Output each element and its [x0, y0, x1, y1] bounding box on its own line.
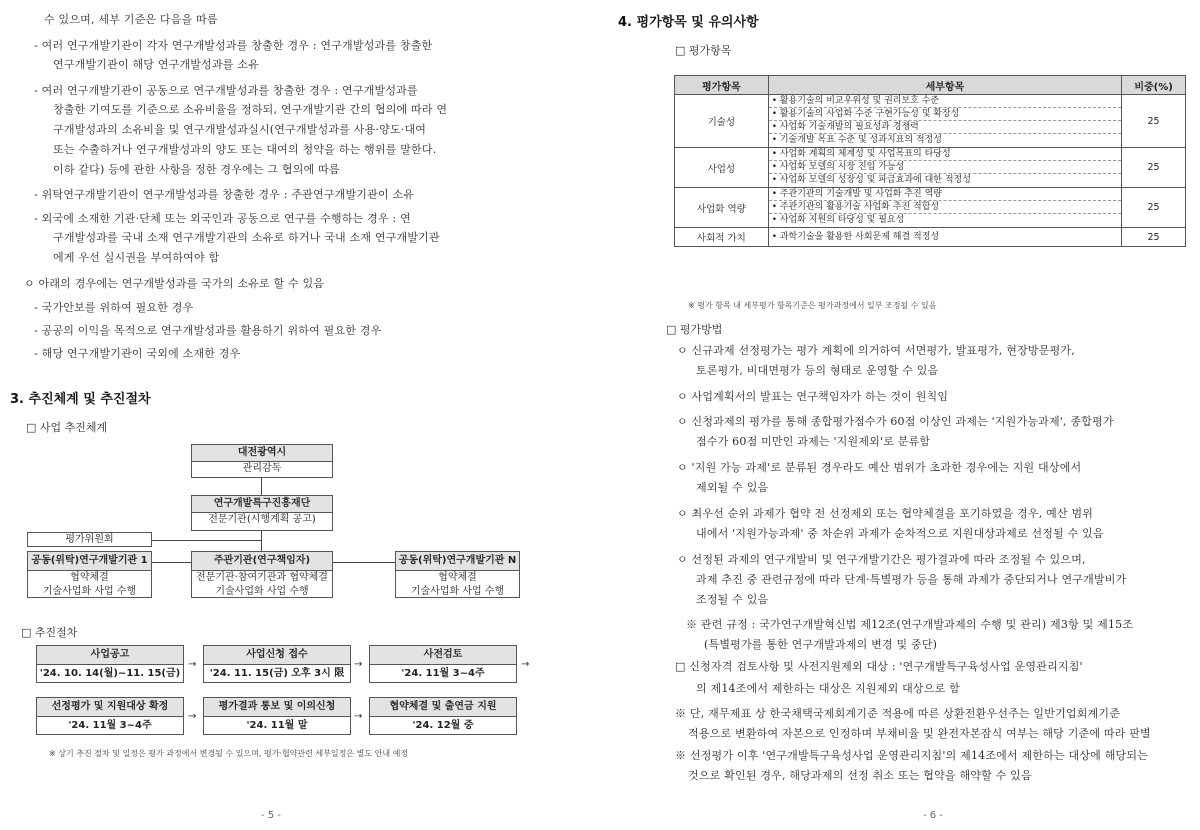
step-date: '24. 11월 말: [246, 720, 308, 731]
org-box-line: 협약체결: [438, 572, 477, 583]
table-note: ※ 평가 항목 내 세부평가 항목기준은 평가과정에서 일부 조정될 수 있음: [688, 301, 937, 310]
text-line: - 여러 연구개발기관이 각자 연구개발성과를 창출한 경우 : 연구개발성과를 창출한: [34, 39, 433, 52]
step-title: 사업공고: [37, 646, 183, 665]
table-header: 평가항목: [675, 76, 769, 95]
text-line: - 외국에 소재한 기관·단체 또는 외국인과 공동으로 연구를 수행하는 경우 : 연: [34, 212, 411, 225]
text-line: ㅇ '지원 가능 과제'로 분류된 경우라도 예산 범위가 초과한 경우에는 지원 대상에서: [677, 461, 1082, 474]
org-box-role: 관리감독: [242, 463, 282, 474]
table-cell-weight: 25: [1122, 228, 1186, 247]
text-line: - 여러 연구개발기관이 공동으로 연구개발성과를 창출한 경우 : 연구개발성과를: [34, 84, 418, 97]
org-box-title: 공동(위탁)연구개발기관 N: [396, 552, 519, 571]
step-box: [369, 697, 517, 735]
text-line: 구개발성과를 국내 소재 연구개발기관의 소유로 하거나 국내 소재 연구개발기관: [53, 231, 440, 244]
step-date: '24. 11. 15(금) 오후 3시 限: [209, 668, 345, 679]
section-title: 4. 평가항목 및 유의사항: [618, 15, 759, 30]
org-box-daejeon: [191, 444, 333, 478]
table-item: • 사업화 모델의 시장 진입 가능성: [769, 161, 1121, 174]
table-cell-category: 사회적 가치: [675, 228, 769, 247]
table-header: 비중(%): [1122, 76, 1186, 95]
text-line: - 위탁연구개발기관이 연구개발성과를 창출한 경우 : 주관연구개발기관이 소유: [34, 188, 415, 201]
step-title: 평가결과 통보 및 이의신청: [204, 698, 350, 717]
table-item: • 과학기술을 활용한 사회문제 해결 적정성: [771, 232, 940, 242]
table-cell-items: [768, 148, 1121, 188]
org-box-title: 공동(위탁)연구개발기관 1: [28, 552, 151, 571]
table-row: [675, 148, 1186, 188]
text-line: 이하 같다) 등에 관한 사항을 정한 경우에는 그 협의에 따름: [53, 163, 340, 176]
table-cell-category: 사업성: [675, 148, 769, 188]
connector-line: [333, 562, 395, 563]
text-line: ※ 선정평가 이후 '연구개발특구육성사업 운영관리지침'의 제14조에서 제한하는 대상에 해당되는: [675, 749, 1149, 762]
text-line: ※ 관련 규정 : 국가연구개발혁신법 제12조(연구개발과제의 수행 및 관리) 제3항 및 제15조: [686, 618, 1134, 631]
text-line: 점수가 60점 미만인 과제는 '지원제외'로 분류함: [696, 435, 931, 448]
connector-line: [261, 531, 262, 551]
table-item: • 사업화 기술개발의 필요성과 경쟁력: [769, 121, 1121, 134]
org-box-role: 전문기관(시행계획 공고): [208, 514, 316, 525]
org-box-line: 기술사업화 사업 수행: [215, 586, 309, 597]
org-box-committee: [27, 532, 152, 547]
step-box: [203, 697, 351, 735]
org-box-line: 기술사업화 사업 수행: [410, 586, 505, 597]
evaluation-table: [674, 75, 1186, 247]
text-line: 에게 우선 실시권을 부여하여야 함: [53, 251, 220, 264]
text-line: 또는 수출하거나 연구개발성과의 양도 또는 대여의 청약을 하는 행위를 말한다.: [53, 143, 437, 156]
text-line: 적용으로 변환하여 자본으로 인정하며 부채비율 및 완전자본잠식 여부는 해당 기준에 따라 판별: [688, 727, 1151, 740]
page-number: - 5 -: [261, 810, 281, 821]
arrow-icon: →: [188, 711, 197, 722]
arrow-icon: →: [188, 659, 197, 670]
text-line: 제외될 수 있음: [696, 481, 769, 494]
text-line: 구개발성과의 소유비율 및 연구개발성과실시(연구개발성과를 사용·양도·대여: [53, 123, 427, 136]
table-item: • 주관기관의 활용기술 사업화 추진 적합성: [769, 201, 1121, 214]
section-title: 3. 추진체계 및 추진절차: [10, 392, 151, 407]
table-cell-items: [768, 228, 1121, 247]
procedure-note: ※ 상기 추진 절차 및 일정은 평가 과정에서 변경될 수 있으며, 평가·협약관련 세부일정은 별도 안내 예정: [49, 749, 409, 758]
table-item: • 주관기관의 기술개발 및 사업화 추진 역량: [769, 188, 1121, 201]
table-cell-category: 기술성: [675, 95, 769, 148]
step-title: 협약체결 및 출연금 지원: [370, 698, 516, 717]
table-item: • 활용기술의 비교우위성 및 권리보호 수준: [769, 95, 1121, 108]
table-row: [675, 188, 1186, 228]
text-line: 토론평가, 비대면평가 등의 형태로 운영할 수 있음: [696, 364, 939, 377]
text-line: □ 신청자격 검토사항 및 사전지원제외 대상 : '연구개발특구육성사업 운영관리지침': [675, 660, 1083, 673]
step-title: 사업신청 접수: [204, 646, 350, 665]
text-line: (특별평가를 통한 연구개발과제의 변경 및 중단): [704, 638, 938, 651]
table-cell-weight: 25: [1122, 148, 1186, 188]
step-date: '24. 11월 3~4주: [401, 668, 485, 679]
table-item: • 사업화 지원의 타당성 및 필요성: [771, 215, 905, 225]
text-line: 내에서 '지원가능과제' 중 차순위 과제가 순차적으로 지원대상과제로 선정될 수 있음: [696, 527, 1104, 540]
step-title: 선정평가 및 지원대상 확정: [37, 698, 183, 717]
table-header-row: [675, 76, 1186, 95]
connector-line: [152, 540, 261, 541]
org-box-title: 연구개발특구진흥재단: [192, 496, 332, 513]
page-number: - 6 -: [923, 810, 943, 821]
page-6: [600, 0, 1200, 830]
table-cell-items: [768, 95, 1121, 148]
step-box: [36, 645, 184, 683]
text-line: 것으로 확인된 경우, 해당과제의 선정 취소 또는 협약을 해약할 수 있음: [688, 769, 1032, 782]
text-line: ㅇ 사업계획서의 발표는 연구책임자가 하는 것이 원칙임: [677, 390, 949, 403]
org-box-title: 대전광역시: [192, 445, 332, 462]
text-line: ㅇ 신규과제 선정평가는 평가 계획에 의거하여 서면평가, 발표평가, 현장방문평가,: [677, 344, 1075, 357]
text-line: 수 있으며, 세부 기준은 다음을 따름: [44, 13, 218, 26]
subsection-title: □ 평가방법: [666, 323, 723, 336]
step-date: '24. 12월 중: [412, 720, 474, 731]
org-box-joint-1: [27, 551, 152, 598]
arrow-icon: →: [354, 659, 363, 670]
table-cell-weight: 25: [1122, 95, 1186, 148]
org-box-title: 주관기관(연구책임자): [192, 552, 332, 571]
step-box: [203, 645, 351, 683]
committee-label: 평가위원회: [65, 534, 114, 545]
subsection-title: □ 추진절차: [21, 626, 78, 639]
table-item: • 사업화 계획의 체계성 및 사업목표의 타당성: [769, 148, 1121, 161]
text-line: ㅇ 신청과제의 평가를 통해 종합평가점수가 60점 이상인 과제는 '지원가능과제', 종합평가: [677, 415, 1114, 428]
text-line: 조정될 수 있음: [696, 593, 769, 606]
table-item: • 기술개발 목표 수준 및 성과지표의 적정성: [771, 135, 942, 145]
text-line: 창출한 기여도를 기준으로 소유비율을 정하되, 연구개발기관 간의 협의에 따라 연: [53, 103, 448, 116]
text-line: 연구개발기관이 해당 연구개발성과를 소유: [53, 58, 259, 71]
text-line: 과제 추진 중 관련규정에 따라 단계·특별평가 등을 통해 과제가 중단되거나 연구개발비가: [696, 573, 1127, 586]
table-item: • 활용기술의 사업화 수준 구현가능성 및 확장성: [769, 108, 1121, 121]
arrow-icon: →: [521, 659, 530, 670]
org-box-foundation: [191, 495, 333, 531]
connector-line: [152, 562, 191, 563]
org-box-main: [191, 551, 333, 598]
table-cell-category: 사업화 역량: [675, 188, 769, 228]
step-date: '24. 10. 14(월)~11. 15(금): [39, 668, 181, 679]
text-line: ㅇ 선정된 과제의 연구개발비 및 연구개발기간은 평가결과에 따라 조정될 수 있으며,: [677, 553, 1086, 566]
table-cell-weight: 25: [1122, 188, 1186, 228]
connector-line: [261, 478, 262, 495]
table-cell-items: [768, 188, 1121, 228]
step-date: '24. 11월 3~4주: [68, 720, 152, 731]
org-box-joint-n: [395, 551, 520, 598]
text-line: ※ 단, 재무제표 상 한국채택국제회계기준 적용에 따른 상환전환우선주는 일반기업회계기준: [675, 707, 1121, 720]
text-line: - 공공의 이익을 목적으로 연구개발성과를 활용하기 위하여 필요한 경우: [34, 324, 382, 337]
table-row: [675, 228, 1186, 247]
step-box: [369, 645, 517, 683]
subsection-title: □ 사업 추진체계: [26, 421, 108, 434]
text-line: 의 제14조에서 제한하는 대상은 지원제외 대상으로 함: [696, 682, 960, 695]
step-box: [36, 697, 184, 735]
step-title: 사전검토: [370, 646, 516, 665]
text-line: - 해당 연구개발기관이 국외에 소재한 경우: [34, 347, 241, 360]
text-line: - 국가안보를 위하여 필요한 경우: [34, 301, 194, 314]
org-box-line: 기술사업화 사업 수행: [42, 586, 137, 597]
table-row: [675, 95, 1186, 148]
subsection-title: □ 평가항목: [675, 44, 732, 57]
text-line: ㅇ 아래의 경우에는 연구개발성과를 국가의 소유로 할 수 있음: [24, 277, 325, 290]
table-item: • 사업화 모델의 성장성 및 파급효과에 대한 적정성: [771, 175, 971, 185]
text-line: ㅇ 최우선 순위 과제가 협약 전 선정제외 또는 협약체결을 포기하였을 경우, 예산 범위: [677, 507, 1094, 520]
org-box-line: 협약체결: [70, 572, 109, 583]
arrow-icon: →: [354, 711, 363, 722]
org-box-line: 전문기관·참여기관과 협약체결: [196, 572, 328, 583]
table-header: 세부항목: [768, 76, 1121, 95]
